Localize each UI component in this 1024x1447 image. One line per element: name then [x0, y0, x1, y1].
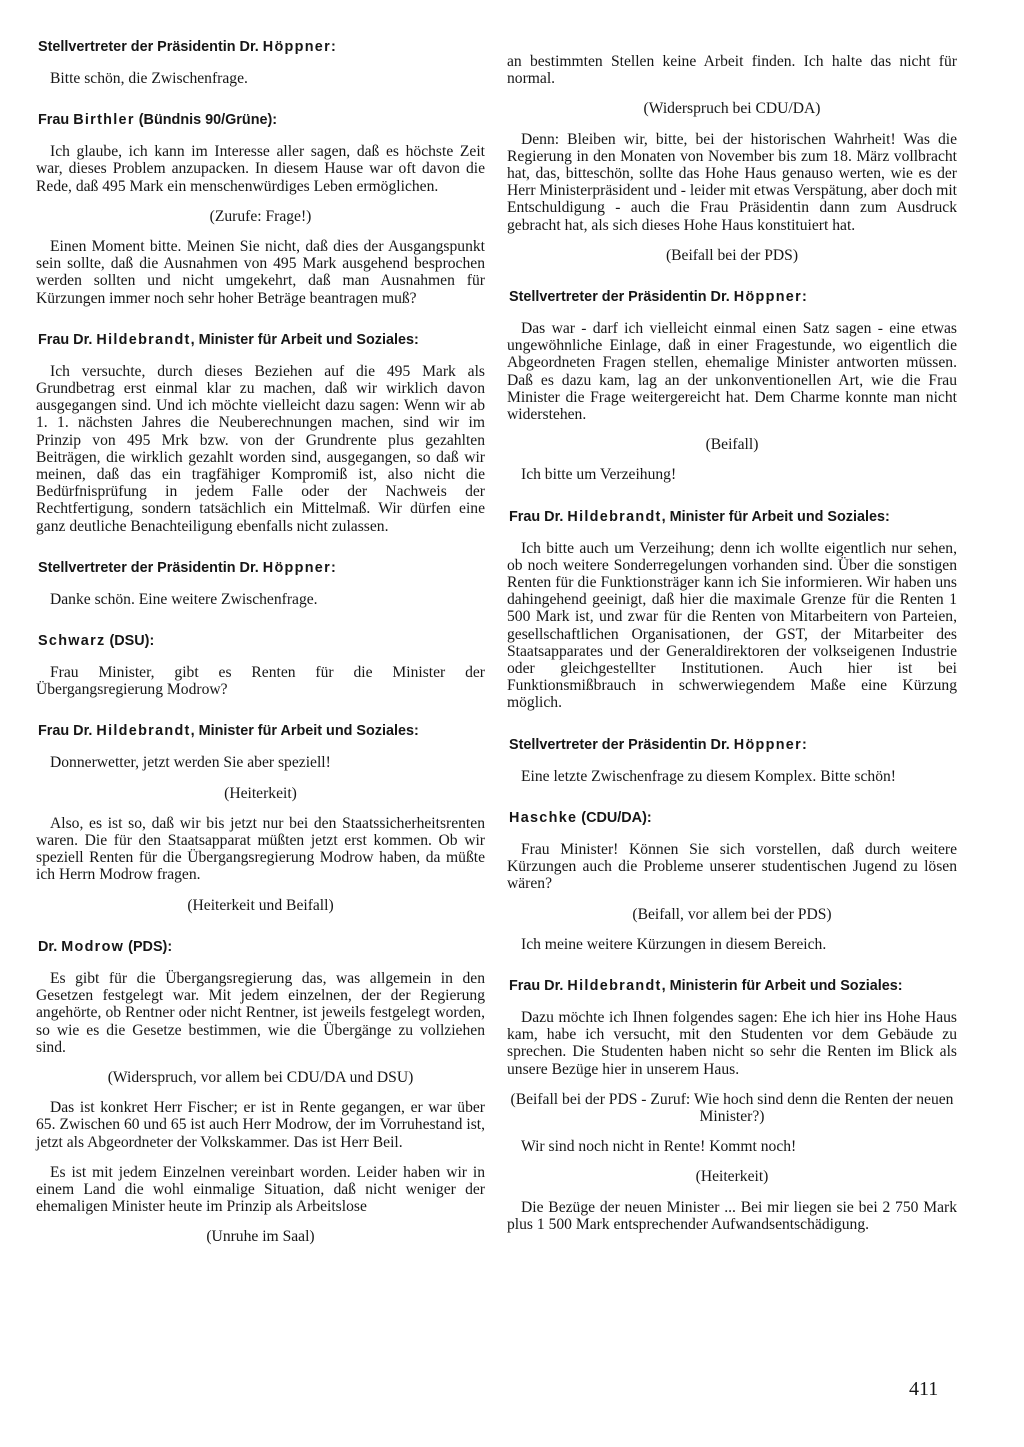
- speaker-name: Höppner: [262, 559, 332, 576]
- speech-paragraph: Danke schön. Eine weitere Zwischenfrage.: [50, 590, 318, 608]
- speaker-affiliation: (DSU):: [105, 633, 155, 650]
- speaker-heading: [509, 977, 957, 995]
- interjection: (Beifall, vor allem bei der PDS): [632, 905, 832, 923]
- speaker-prefix: Frau Dr.: [38, 331, 97, 348]
- interjection: (Heiterkeit und Beifall): [187, 896, 334, 914]
- interjection: (Widerspruch, vor allem bei CDU/DA und DSU): [107, 1068, 414, 1086]
- speech-paragraph: Ich glaube, ich kann im Interesse aller sagen, daß es höchste Zeit war, dieses Problem anzupacken. In diesem Hause war oft davon die Rede, daß 495 Mark ein menschenwürdiges Leben ermöglichen.: [36, 143, 485, 195]
- speech-paragraph: Wir sind noch nicht in Rente! Kommt noch!: [521, 1138, 797, 1156]
- speaker-name: Hildebrandt: [567, 508, 662, 525]
- speaker-affiliation: :: [802, 736, 807, 753]
- interjection: (Widerspruch bei CDU/DA): [643, 100, 821, 118]
- speech-paragraph: Frau Minister! Können Sie sich vorstellen, daß durch weitere Kürzungen auch die Probleme unserer studentischen Jugend zu lösen wären?: [507, 840, 957, 893]
- speech-paragraph: Es ist mit jedem Einzelnen vereinbart worden. Leider haben wir in einem Land die wohl einmalige Situation, daß nicht weniger der ehemaligen Minister heute im Prinzip als Arbeitslose: [36, 1163, 485, 1216]
- speaker-name: Hildebrandt: [96, 723, 191, 740]
- speaker-affiliation: , Minister für Arbeit und Soziales:: [190, 723, 419, 740]
- interjection: (Unruhe im Saal): [206, 1228, 315, 1246]
- speaker-prefix: Stellvertreter der Präsidentin Dr.: [509, 289, 734, 306]
- right-column: [507, 53, 957, 1246]
- speaker-name: Schwarz: [38, 633, 106, 650]
- speaker-name: Hildebrandt: [96, 331, 191, 348]
- speaker-heading: [38, 559, 485, 577]
- speaker-prefix: Frau: [38, 112, 74, 129]
- speaker-prefix: Stellvertreter der Präsidentin Dr.: [38, 39, 263, 55]
- speaker-affiliation: , Minister für Arbeit und Soziales:: [661, 508, 890, 525]
- speaker-heading: [38, 38, 485, 56]
- speaker-name: Höppner: [733, 289, 803, 306]
- interjection: (Heiterkeit): [224, 784, 297, 802]
- speaker-heading: [509, 288, 957, 306]
- speaker-prefix: Stellvertreter der Präsidentin Dr.: [38, 559, 263, 576]
- speaker-affiliation: (PDS):: [124, 938, 173, 955]
- speaker-affiliation: :: [331, 559, 336, 576]
- speech-paragraph: Eine letzte Zwischenfrage zu diesem Komplex. Bitte schön!: [521, 767, 896, 785]
- speaker-prefix: Frau Dr.: [509, 508, 568, 525]
- speaker-affiliation: , Minister für Arbeit und Soziales:: [190, 331, 419, 348]
- speech-paragraph: Die Bezüge der neuen Minister ... Bei mir liegen sie bei 2 750 Mark plus 1 500 Mark entsprechender Aufwandsentschädigung.: [507, 1198, 957, 1233]
- speaker-name: Höppner: [262, 39, 332, 55]
- speaker-affiliation: (Bündnis 90/Grüne):: [134, 112, 278, 129]
- speaker-heading: [38, 632, 485, 650]
- speaker-affiliation: , Ministerin für Arbeit und Soziales:: [661, 977, 903, 994]
- speaker-name: Höppner: [733, 736, 803, 753]
- speech-paragraph: Frau Minister, gibt es Renten für die Minister der Übergangsregierung Modrow?: [36, 664, 485, 699]
- speaker-heading: [38, 938, 485, 956]
- speaker-affiliation: :: [802, 289, 807, 306]
- speaker-affiliation: (CDU/DA):: [577, 809, 652, 826]
- speech-paragraph: Denn: Bleiben wir, bitte, bei der historischen Wahrheit! Was die Regierung in den Monaten von November bis zum 18. März vollbracht hat, das, bitteschön, sollte das Hohe Haus genauso werten, wie es der Herr Ministerpräsident und - leider mit etwas Verspätung, aber doch mit Entschuldigung - auch die Frau Präsidentin dann zum Ausdruck gebracht hat, als sich dieses Hohe Haus konstituiert hat.: [507, 130, 957, 234]
- speech-paragraph: Donnerwetter, jetzt werden Sie aber speziell!: [50, 754, 331, 772]
- speech-paragraph: Das war - darf ich vielleicht einmal einen Satz sagen - eine etwas ungewöhnliche Einlage, daß in einer Fragestunde, wo eigentlich die Abgeordneten Fragen stellen, ehemalige Minister antworten müssen. Daß es dazu kam, lag an der unkonventionellen Art, wie die Frau Minister die Frage weitergereicht hat. Dem Charme konnte man nicht widerstehen.: [507, 320, 957, 424]
- speaker-heading: [509, 736, 957, 754]
- speaker-heading: [509, 508, 957, 526]
- speaker-heading: [509, 809, 957, 827]
- speaker-affiliation: :: [331, 39, 336, 55]
- speaker-name: Modrow: [61, 938, 125, 955]
- speech-paragraph: Ich bitte auch um Verzeihung; denn ich wollte eigentlich nur sehen, ob noch weitere Sonderregelungen vorhanden sind. Über die sonstigen Renten für die Funktionsträger kann ich Sie informieren. Wir haben uns dahingehend geeinigt, daß hier die maximale Grenze für die Renten 1 500 Mark ist, und zwar für die Renten von Mitarbeitern von Parteien, gesellschaftlichen Organisationen, der GST, der Mitarbeiter des Staatsapparates und der Generaldirektoren der volkseigenen Industrie oder gleichgestellter Institutionen. Auch hier ist bei Funktionsmißbrauch in schwerwiegendem Maße eine Kürzung möglich.: [507, 539, 957, 712]
- speaker-heading: [38, 111, 485, 129]
- speech-paragraph: Ich meine weitere Kürzungen in diesem Bereich.: [521, 935, 827, 953]
- speech-paragraph: Bitte schön, die Zwischenfrage.: [50, 70, 248, 87]
- speaker-heading: [38, 331, 485, 349]
- speech-paragraph: an bestimmten Stellen keine Arbeit finden. Ich halte das nicht für normal.: [507, 53, 957, 88]
- interjection: (Beifall bei der PDS - Zuruf: Wie hoch sind denn die Renten der neuen Minister?): [510, 1090, 954, 1125]
- interjection: (Heiterkeit): [695, 1168, 769, 1186]
- speaker-prefix: Frau Dr.: [38, 723, 97, 740]
- speech-paragraph: Einen Moment bitte. Meinen Sie nicht, daß dies der Ausgangspunkt sein sollte, daß die Ausnahmen von 495 Mark ausgehend besprochen werden sollten und nicht umgekehrt, daß man Ausnahmen für Kürzungen immer noch sehr hoher Beträge beantragen muß?: [36, 238, 485, 307]
- interjection: (Zurufe: Frage!): [209, 207, 312, 225]
- interjection: (Beifall): [705, 436, 759, 454]
- speaker-prefix: Dr.: [38, 938, 62, 955]
- speech-paragraph: Dazu möchte ich Ihnen folgendes sagen: Ehe ich hier ins Hohe Haus kam, habe ich versucht, mit den Studenten vor dem Gebäude zu sprechen. Die Studenten haben nicht so sehr die Renten im Blick als unsere Bezüge hier in unserem Haus.: [507, 1008, 957, 1078]
- speech-paragraph: Das ist konkret Herr Fischer; er ist in Rente gegangen, er war über 65. Zwischen 60 und 65 ist auch Herr Modrow, der im Vorruhestand ist, jetzt als Abgeordneter der Volkskammer. Das ist Herr Beil.: [36, 1099, 485, 1151]
- speaker-prefix: Stellvertreter der Präsidentin Dr.: [509, 736, 734, 753]
- speaker-name: Birthler: [73, 112, 135, 129]
- speaker-heading: [38, 722, 485, 740]
- speech-paragraph: Also, es ist so, daß wir bis jetzt nur bei den Staatssicherheitsrenten waren. Die für den Staatsapparat müßten jetzt erst kommen. Ob wir speziell Renten für die Übergangsregierung Modrow haben, da müßte ich Herrn Modrow fragen.: [36, 814, 485, 884]
- left-column: [36, 38, 485, 1259]
- speaker-name: Hildebrandt: [567, 977, 662, 994]
- speech-paragraph: Ich versuchte, durch dieses Beziehen auf die 495 Mark als Grundbetrag erst einmal klar zu machen, daß wir wirklich davon ausgegangen sind. Und ich möchte vielleicht dazu sagen: Wenn wir ab 1. 1. nächsten Jahres die Neuberechnungen machen, sind wir im Prinzip von 495 Mrk bzw. von der Grundrente plus gezahlten Beiträgen, die wirklich gezahlt worden sind, ausgegangen, so daß wir meinen, daß das ein tragfähiger Kompromiß ist, also nicht die Bedürfnisprüfung in jedem Falle oder der Nachweis der Rechtfertigung, sondern tatsächlich ein Mittelmaß. Wir dürfen eine ganz deutliche Benachteiligung ebenfalls nicht zulassen.: [36, 362, 485, 535]
- page-number: 411: [909, 1378, 939, 1400]
- speech-paragraph: Ich bitte um Verzeihung!: [521, 466, 677, 484]
- speaker-name: Haschke: [509, 809, 578, 826]
- speaker-prefix: Frau Dr.: [509, 977, 568, 994]
- interjection: (Beifall bei der PDS): [665, 246, 799, 264]
- speech-paragraph: Es gibt für die Übergangsregierung das, was allgemein in den Gesetzen festgelegt war. Mit jedem einzelnen, der der Regierung angehörte, ob Rentner oder nicht Rentner, ist jeweils festgelegt worden, so wie es die Gesetze bestimmen, wie die Übergänge zu vollziehen sind.: [36, 969, 485, 1056]
